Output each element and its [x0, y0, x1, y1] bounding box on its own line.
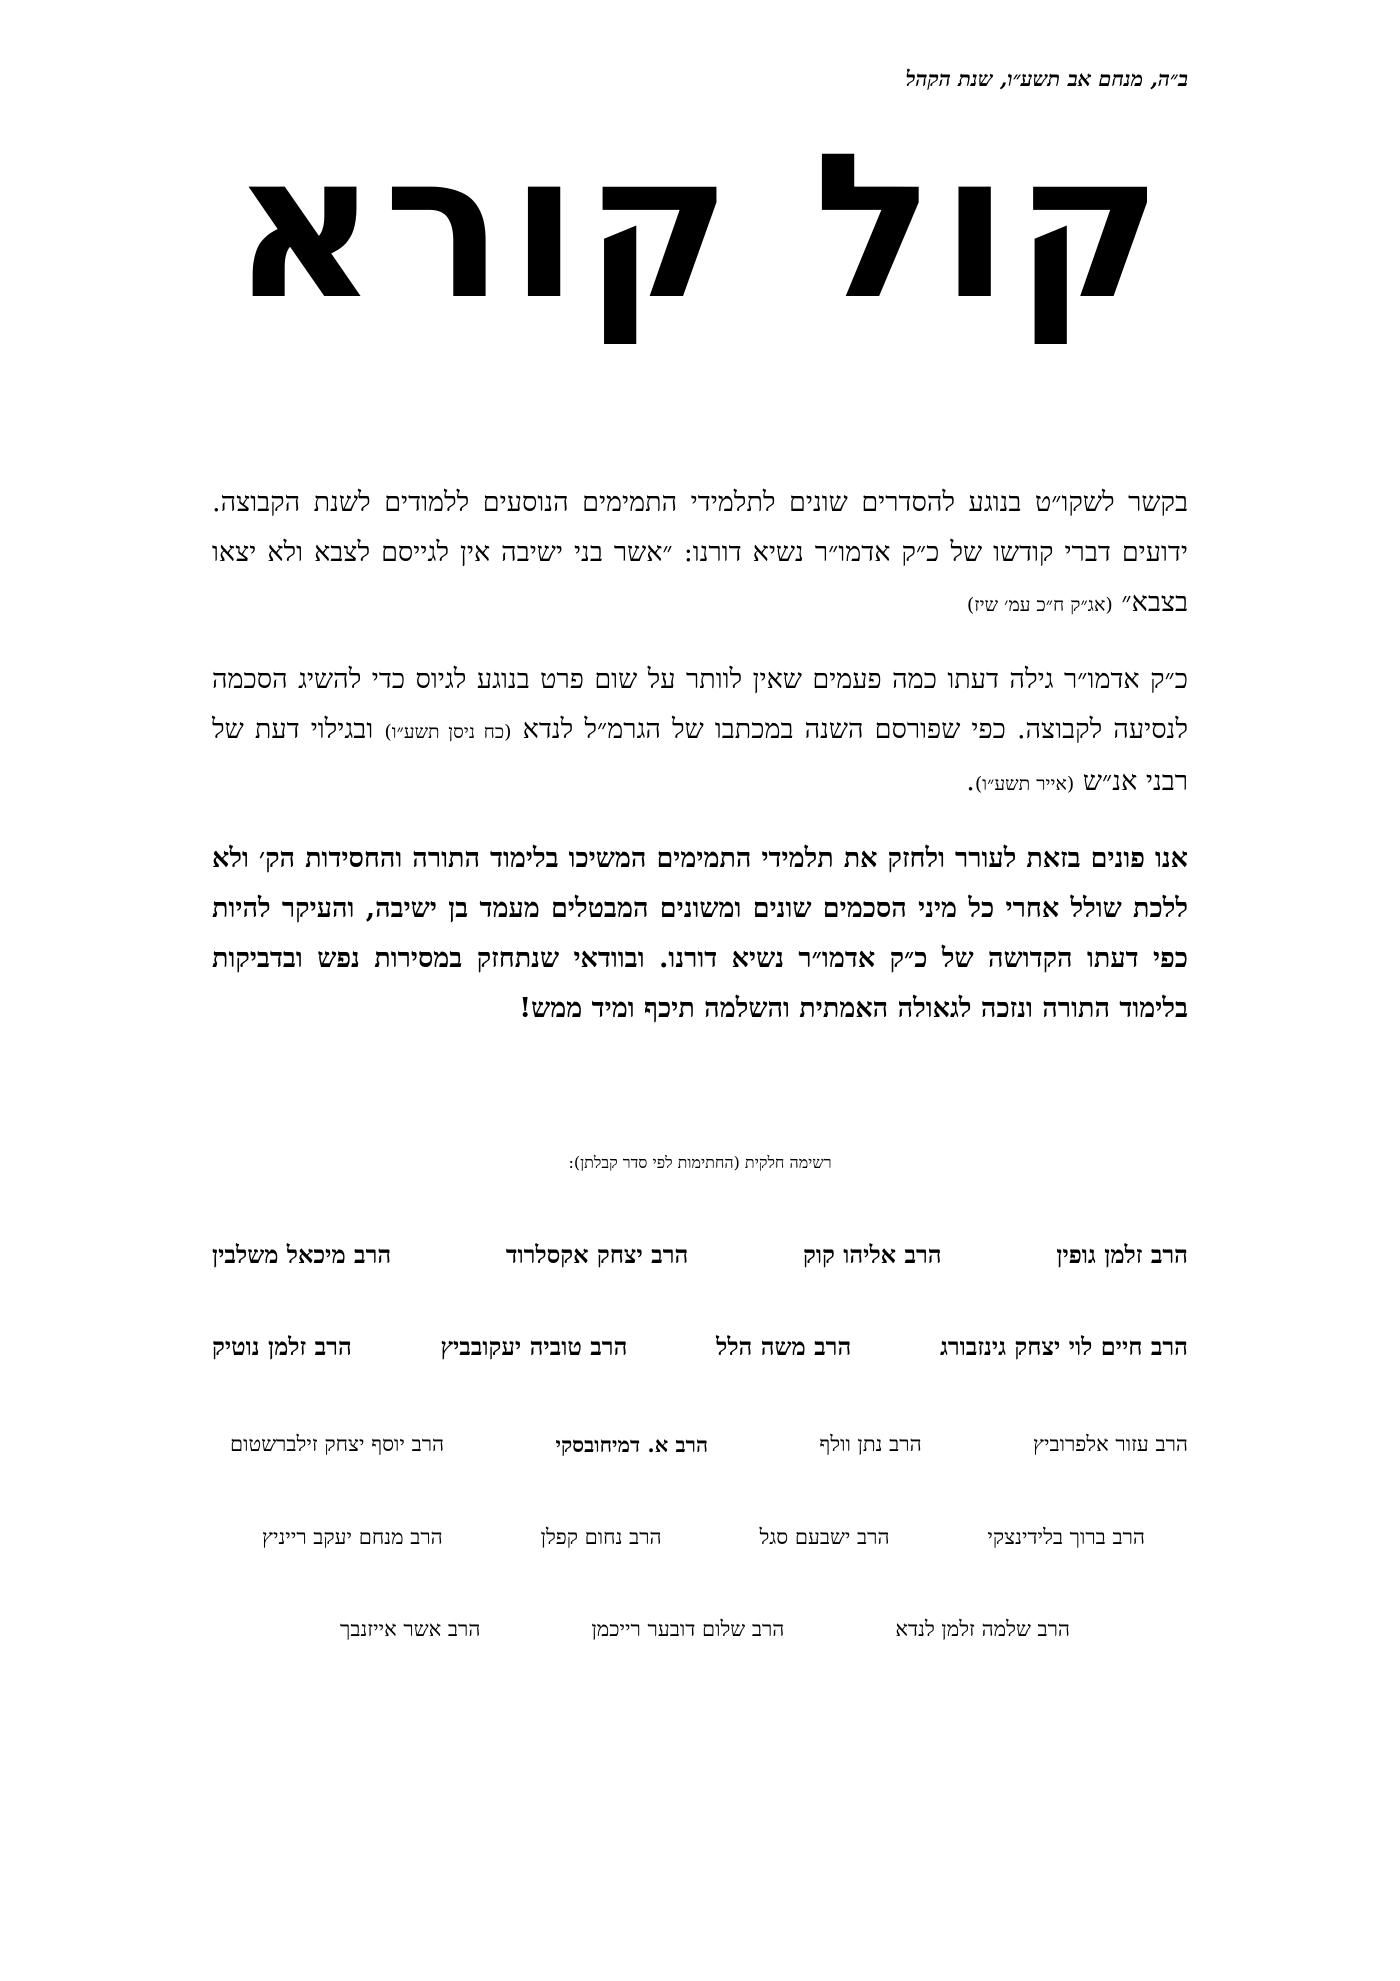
paragraph-3-text: אנו פונים בזאת לעורר ולחזק את תלמידי התמימים המשיכו בלימוד התורה והחסידות הק׳ ולא ללכת שולל אחרי כל מיני הסכמים שונים ומשונים המבטלים מעמד בן ישיבה, והעיקר להיות כפי דעתו הקדושה של כ״ק אדמו״ר נשיא דורנו. ובוודאי שנתחזק במסירות נפש ובדביקות בלימוד התורה ונזכה לגאולה האמתית והשלמה תיכף ומיד ממש!	[212, 843, 1188, 1024]
signature-name: הרב ישבעם סגל	[759, 1525, 890, 1549]
signature-name: הרב נתן וולף	[819, 1432, 922, 1456]
signatures-caption: רשימה חלקית (החתימות לפי סדר קבלתן):	[568, 1153, 832, 1172]
paragraph-1-text: בקשר לשקו״ט בנוגע להסדרים שונים לתלמידי התמימים הנוסעים ללמודים לשנת הקבוצה. ידועים דברי קודשו של כ״ק אדמו״ר נשיא דורנו: ״אשר בני ישיבה אין לגייסם לצבא ולא יצאו בצבא״	[212, 487, 1188, 618]
signature-name: הרב משה הלל	[716, 1332, 852, 1361]
signature-name: הרב חיים לוי יצחק גינזבורג	[939, 1332, 1188, 1361]
paragraph-2	[212, 655, 1188, 809]
paragraph-1	[212, 478, 1188, 630]
paragraph-3	[212, 834, 1188, 1034]
signature-name: הרב יצחק אקסלרוד	[505, 1240, 689, 1269]
signature-name: הרב זלמן גופין	[1056, 1240, 1188, 1269]
date-line: ב״ה, מנחם אב תשע״ו, שנת הקהל	[905, 66, 1188, 91]
signature-name: הרב מיכאל משלבין	[212, 1240, 392, 1269]
paragraph-2-text: כ״ק אדמו״ר גילה דעתו כמה פעמים שאין לוותר על שום פרט בנוגע לגיוס כדי להשיג הסכמה לנסיעה לקבוצה. כפי שפורסם השנה במכתבו של הגרמ״ל לנדא	[212, 664, 1188, 745]
signature-name: הרב עזור אלפרוביץ	[1033, 1432, 1188, 1456]
signature-name: הרב שלמה זלמן לנדא	[895, 1617, 1070, 1641]
signature-name: הרב טוביה יעקובביץ	[440, 1332, 628, 1361]
paragraph-2-middle-text: ובגילוי דעת של רבני אנ״ש	[212, 714, 1188, 797]
signature-row-2	[212, 1332, 1188, 1362]
signature-name: הרב זלמן נוטיק	[212, 1332, 352, 1361]
signature-name: הרב א. דמיחובסקי	[555, 1432, 709, 1457]
signature-name: הרב ברוך בלידינצקי	[987, 1525, 1145, 1549]
signature-name: הרב אליהו קוק	[803, 1240, 942, 1269]
signature-name: הרב שלום דובער רייכמן	[591, 1617, 785, 1641]
signature-name: הרב מנחם יעקב רייניץ	[262, 1525, 443, 1549]
signature-row-3	[230, 1432, 1188, 1458]
paragraph-2-reference-2: (אייר תשע״ו)	[974, 773, 1075, 795]
page-title: קול קורא	[231, 111, 1169, 344]
signature-row-5	[340, 1617, 1070, 1642]
signature-name: הרב נחום קפלן	[540, 1525, 662, 1549]
paragraph-2-end: .	[966, 766, 975, 797]
paragraph-1-reference: (אג״ק ח״כ עמ׳ שיז)	[966, 594, 1113, 616]
signature-row-1	[212, 1240, 1188, 1270]
paragraph-2-reference-1: (כח ניסן תשע״ו)	[384, 721, 512, 743]
signature-name: הרב אשר אייזנבך	[340, 1617, 481, 1641]
signature-name: הרב יוסף יצחק זילברשטום	[230, 1432, 445, 1456]
signature-row-4	[262, 1525, 1145, 1550]
